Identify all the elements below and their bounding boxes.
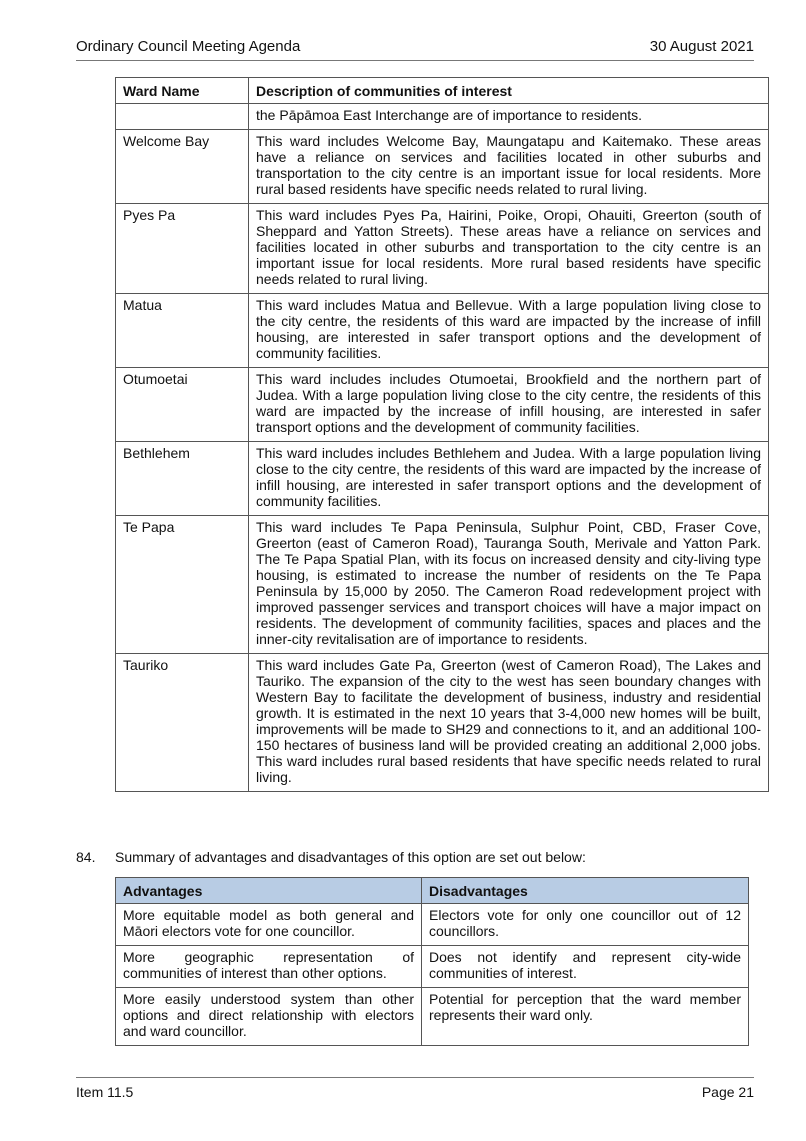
ward-name-cell: Welcome Bay	[116, 130, 249, 204]
ward-name-cell: Te Papa	[116, 516, 249, 654]
item-number: Item 11.5	[76, 1084, 134, 1100]
advantage-cell: More geographic representation of communities of interest than other options.	[116, 946, 422, 988]
ward-description-cell: the Pāpāmoa East Interchange are of importance to residents.	[249, 104, 769, 130]
page-number: Page 21	[701, 1084, 754, 1100]
column-header-disadvantages: Disadvantages	[422, 878, 749, 904]
column-header-ward-name: Ward Name	[116, 78, 249, 104]
table-row	[116, 294, 769, 368]
table-row	[116, 904, 749, 946]
table-row	[116, 442, 769, 516]
column-header-advantages: Advantages	[116, 878, 422, 904]
table-header-row	[116, 78, 769, 104]
ward-name-cell	[116, 104, 249, 130]
ward-description-cell: This ward includes Welcome Bay, Maungatapu and Kaitemako. These areas have a reliance on services and facilities located in other suburbs and transportation to the city centre is an important issue for local residents. More rural based residents have specific needs related to rural living.	[249, 130, 769, 204]
ward-name-cell: Pyes Pa	[116, 204, 249, 294]
disadvantage-cell: Potential for perception that the ward member represents their ward only.	[422, 988, 749, 1046]
paragraph-text: Summary of advantages and disadvantages of this option are set out below:	[115, 849, 586, 865]
ward-name-cell: Tauriko	[116, 654, 249, 792]
ward-name-cell: Matua	[116, 294, 249, 368]
advantage-cell: More easily understood system than other options and direct relationship with electors and ward councillor.	[116, 988, 422, 1046]
table-row	[116, 204, 769, 294]
disadvantage-cell: Electors vote for only one councillor out of 12 councillors.	[422, 904, 749, 946]
meeting-date: 30 August 2021	[649, 38, 754, 55]
column-header-description: Description of communities of interest	[249, 78, 769, 104]
disadvantage-cell: Does not identify and represent city-wide communities of interest.	[422, 946, 749, 988]
ward-description-cell: This ward includes includes Bethlehem and Judea. With a large population living close to the city centre, the residents of this ward are impacted by the increase of infill housing, are interested in safer transport options and the development of community facilities.	[249, 442, 769, 516]
table-row	[116, 946, 749, 988]
table-row	[116, 368, 769, 442]
table-row	[116, 516, 769, 654]
ward-name-cell: Otumoetai	[116, 368, 249, 442]
table-row	[116, 654, 769, 792]
ward-description-cell: This ward includes Te Papa Peninsula, Sulphur Point, CBD, Fraser Cove, Greerton (east of Cameron Road), Tauranga South, Merivale and Yatton Park. The Te Papa Spatial Plan, with its focus on increased density and city-living type housing, is estimated to increase the number of residents on the Te Papa Peninsula by 15,000 by 2050. The Cameron Road redevelopment project with improved passenger services and transport choices will have a major impact on residents. The development of community facilities, spaces and places and the inner-city revitalisation are of importance to residents.	[249, 516, 769, 654]
advantage-cell: More equitable model as both general and Māori electors vote for one councillor.	[116, 904, 422, 946]
table-header-row	[116, 878, 749, 904]
page-footer	[76, 1077, 754, 1100]
ward-name-cell: Bethlehem	[116, 442, 249, 516]
ward-description-cell: This ward includes includes Otumoetai, Brookfield and the northern part of Judea. With a large population living close to the city centre, the residents of this ward are impacted by the increase of infill housing, are interested in safer transport options and the development of community facilities.	[249, 368, 769, 442]
document-title: Ordinary Council Meeting Agenda	[76, 38, 301, 55]
table-row	[116, 988, 749, 1046]
ward-description-cell: This ward includes Pyes Pa, Hairini, Poike, Oropi, Ohauiti, Greerton (south of Sheppard and Yatton Streets). These areas have a reliance on services and facilities located in other suburbs and transportation to the city centre is an important issue for local residents. More rural based residents have specific needs related to rural living.	[249, 204, 769, 294]
table-row	[116, 130, 769, 204]
table-row	[116, 104, 769, 130]
ward-description-cell: This ward includes Matua and Bellevue. With a large population living close to the city centre, the residents of this ward are impacted by the increase of infill housing, are interested in safer transport options and the development of community facilities.	[249, 294, 769, 368]
paragraph-number: 84.	[76, 849, 96, 865]
page-header	[76, 38, 754, 61]
paragraph-84	[76, 849, 586, 865]
wards-table	[115, 77, 769, 792]
advantages-table	[115, 877, 749, 1046]
ward-description-cell: This ward includes Gate Pa, Greerton (west of Cameron Road), The Lakes and Tauriko. The expansion of the city to the west has seen boundary changes with Western Bay to facilitate the development of business, industry and residential growth. It is estimated in the next 10 years that 3-4,000 new homes will be built, improvements will be made to SH29 and connections to it, and an additional 100-150 hectares of business land will be provided creating an additional 2,000 jobs. This ward includes rural based residents that have specific needs related to rural living.	[249, 654, 769, 792]
